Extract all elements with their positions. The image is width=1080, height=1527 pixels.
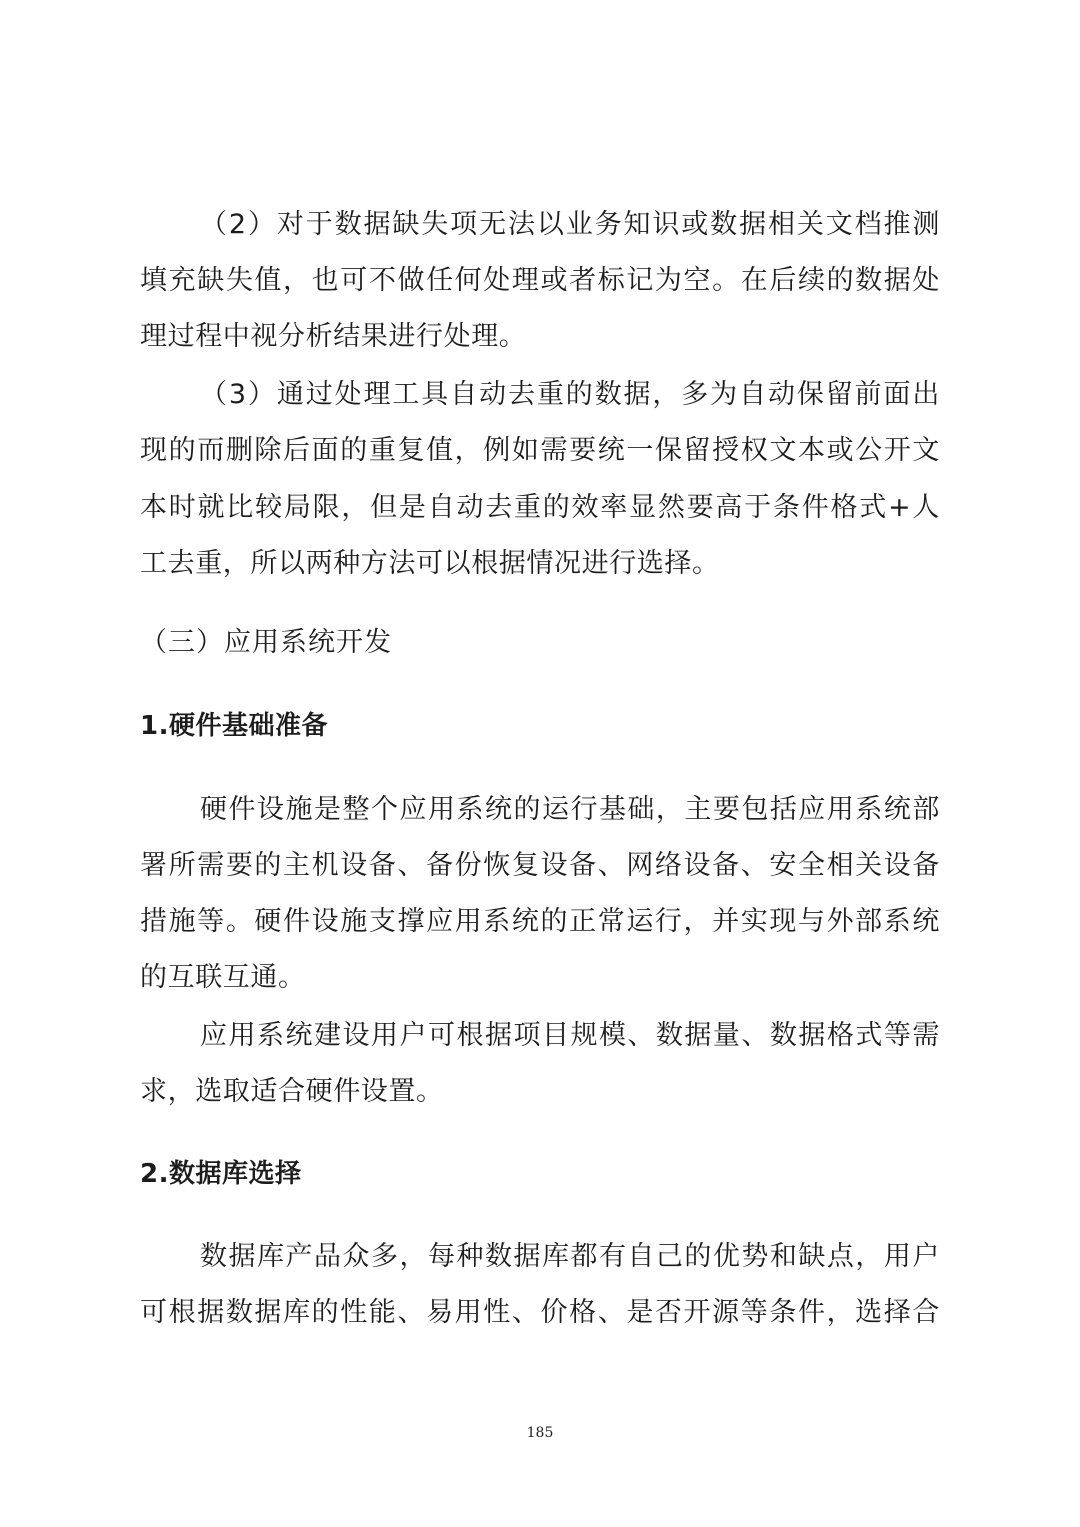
paragraph-line: 可根据数据库的性能、易用性、价格、是否开源等条件，选择合 (140, 1297, 940, 1328)
paragraph-line: 措施等。硬件设施支撑应用系统的正常运行，并实现与外部系统 (140, 906, 940, 937)
paragraph-line: 本时就比较局限，但是自动去重的效率显然要高于条件格式+人 (140, 492, 940, 523)
paragraph-line: 数据库产品众多，每种数据库都有自己的优势和缺点，用户 (200, 1241, 940, 1272)
paragraph-line: 求，选取适合硬件设置。 (140, 1076, 444, 1107)
paragraph-line: （3）通过处理工具自动去重的数据，多为自动保留前面出 (200, 379, 940, 410)
paragraph-line: （2）对于数据缺失项无法以业务知识或数据相关文档推测 (200, 209, 940, 240)
subsection-heading: 1.硬件基础准备 (140, 711, 328, 741)
paragraph-line: 的互联互通。 (140, 962, 306, 993)
paragraph-line: 填充缺失值，也可不做任何处理或者标记为空。在后续的数据处 (140, 265, 940, 296)
subsection-heading: 2.数据库选择 (140, 1159, 302, 1189)
page-number: 185 (526, 1425, 554, 1441)
paragraph-line: 工去重，所以两种方法可以根据情况进行选择。 (140, 548, 720, 579)
paragraph-line: 理过程中视分析结果进行处理。 (140, 321, 527, 352)
section-heading: （三）应用系统开发 (140, 627, 392, 658)
paragraph-line: 现的而删除后面的重复值，例如需要统一保留授权文本或公开文 (140, 435, 940, 466)
paragraph-line: 署所需要的主机设备、备份恢复设备、网络设备、安全相关设备 (140, 850, 940, 881)
paragraph-line: 应用系统建设用户可根据项目规模、数据量、数据格式等需 (200, 1020, 940, 1051)
paragraph-line: 硬件设施是整个应用系统的运行基础，主要包括应用系统部 (200, 794, 940, 825)
